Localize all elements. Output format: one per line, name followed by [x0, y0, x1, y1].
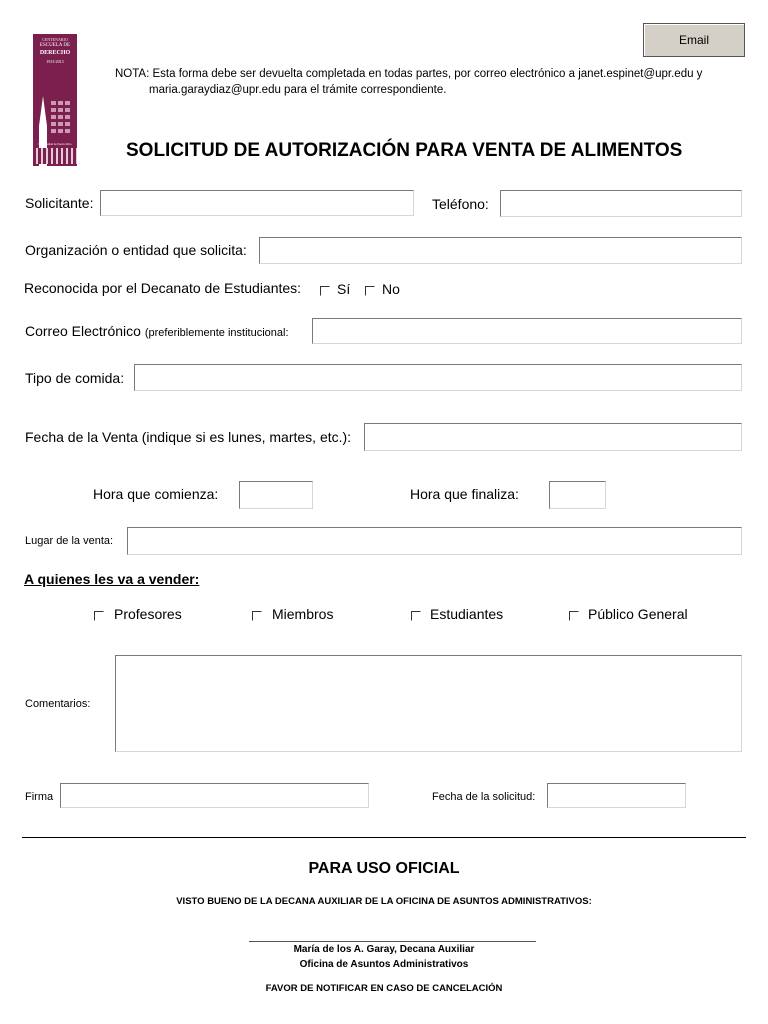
- lugar-label: Lugar de la venta:: [25, 535, 114, 547]
- correo-note: (preferiblemente institucional:: [144, 327, 289, 339]
- cancellation-notice: FAVOR DE NOTIFICAR EN CASO DE CANCELACIÓN: [265, 983, 503, 994]
- logo-footer-bar: [33, 148, 77, 164]
- reconocida-label: Reconocida por el Decanato de Estudiantes:: [24, 280, 302, 296]
- no-label: No: [382, 281, 400, 297]
- publico-general-label: Público General: [588, 606, 688, 622]
- a-quienes-heading: A quienes les va a vender:: [24, 571, 200, 587]
- organizacion-label: Organización o entidad que solicita:: [25, 242, 247, 258]
- tipo-comida-label: Tipo de comida:: [25, 370, 125, 386]
- hora-comienza-input[interactable]: [239, 481, 313, 509]
- section-divider: [22, 837, 746, 838]
- hora-finaliza-label: Hora que finaliza:: [410, 486, 519, 502]
- form-title: SOLICITUD DE AUTORIZACIÓN PARA VENTA DE ALIMENTOS: [126, 140, 683, 161]
- comentarios-label: Comentarios:: [25, 698, 91, 710]
- logo-university: Universidad de Puerto Rico: [38, 142, 72, 146]
- nota-line1: NOTA: Esta forma debe ser devuelta completada en todas partes, por correo electrónico a janet.espinet@upr.edu y: [115, 68, 703, 80]
- visto-bueno-text: VISTO BUENO DE LA DECANA AUXILIAR DE LA OFICINA DE ASUNTOS ADMINISTRATIVOS:: [176, 896, 592, 907]
- hora-comienza-label: Hora que comienza:: [93, 486, 219, 502]
- correo-label: [25, 323, 289, 339]
- correo-input[interactable]: [312, 318, 742, 344]
- logo-line1: CENTENARIO: [42, 37, 68, 42]
- organizacion-input[interactable]: [259, 237, 742, 264]
- logo-line3: DERECHO: [39, 50, 71, 56]
- estudiantes-checkbox[interactable]: [411, 611, 421, 621]
- solicitante-input[interactable]: [100, 190, 414, 216]
- firma-label: Firma: [25, 791, 54, 803]
- estudiantes-label: Estudiantes: [430, 606, 504, 622]
- fecha-venta-input[interactable]: [364, 423, 742, 451]
- email-button[interactable]: Email: [643, 23, 745, 57]
- si-checkbox[interactable]: [320, 286, 330, 296]
- telefono-label: Teléfono:: [432, 196, 489, 212]
- fecha-venta-label: Fecha de la Venta (indique si es lunes, martes, etc.):: [25, 429, 352, 445]
- nota-line2: maria.garaydiaz@upr.edu para el trámite correspondiente.: [149, 84, 447, 96]
- fecha-solicitud-input[interactable]: [547, 783, 686, 808]
- logo-line2: ESCUELA DE: [39, 43, 71, 48]
- logo-years: 1913-2013: [46, 59, 64, 64]
- oficial-heading: PARA USO OFICIAL: [308, 860, 460, 877]
- si-label: Sí: [337, 281, 351, 297]
- fecha-solicitud-label: Fecha de la solicitud:: [432, 791, 536, 803]
- firma-input[interactable]: [60, 783, 369, 808]
- solicitante-label: Solicitante:: [25, 195, 94, 211]
- comentarios-textarea[interactable]: [115, 655, 742, 752]
- signature-line: [249, 941, 536, 942]
- tipo-comida-input[interactable]: [134, 364, 742, 391]
- publico-general-checkbox[interactable]: [569, 611, 579, 621]
- signatory-name: María de los A. Garay, Decana Auxiliar: [293, 944, 475, 955]
- no-checkbox[interactable]: [365, 286, 375, 296]
- correo-label-text: Correo Electrónico: [25, 323, 141, 339]
- miembros-label: Miembros: [272, 606, 334, 622]
- lugar-input[interactable]: [127, 527, 742, 555]
- telefono-input[interactable]: [500, 190, 742, 217]
- miembros-checkbox[interactable]: [252, 611, 262, 621]
- profesores-checkbox[interactable]: [94, 611, 104, 621]
- signatory-office: Oficina de Asuntos Administrativos: [299, 959, 469, 970]
- law-school-logo: [33, 34, 77, 164]
- profesores-label: Profesores: [114, 606, 182, 622]
- hora-finaliza-input[interactable]: [549, 481, 606, 509]
